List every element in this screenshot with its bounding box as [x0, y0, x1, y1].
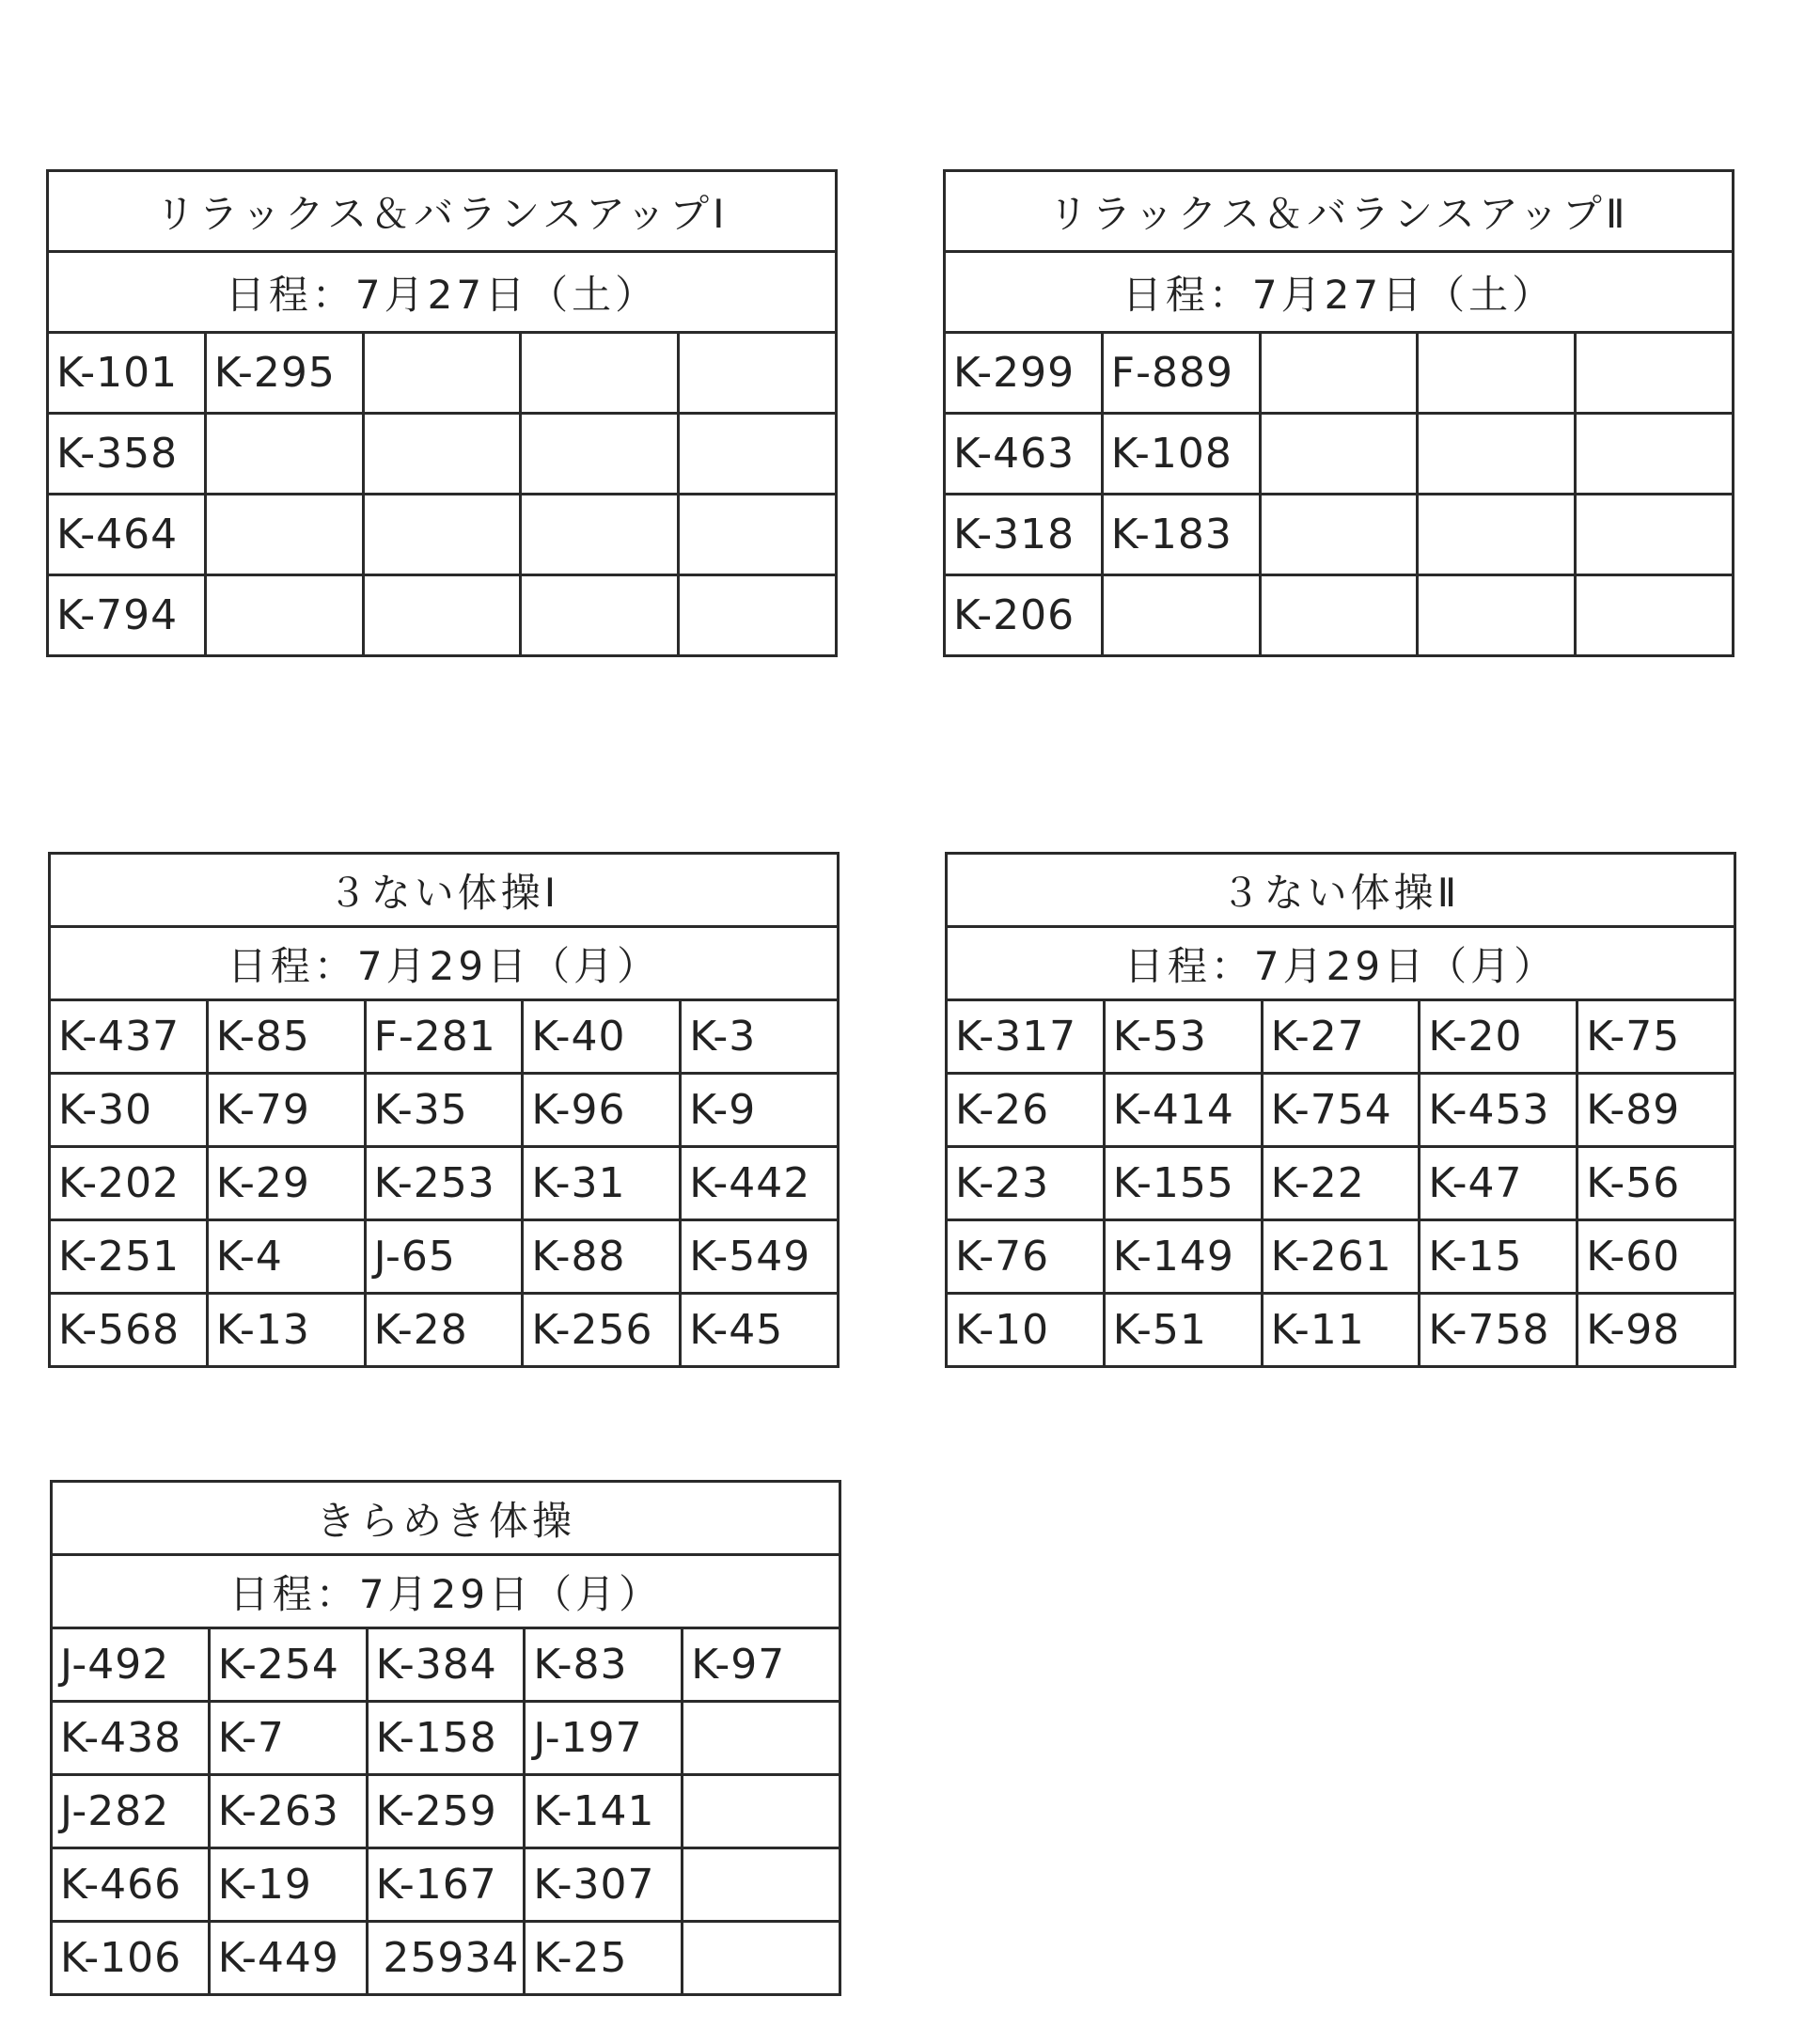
- participant-code: K-23: [947, 1147, 1105, 1220]
- participant-code: K-20: [1420, 1000, 1577, 1074]
- participant-code: K-3: [681, 1000, 839, 1074]
- participant-code: [363, 333, 521, 414]
- participant-code: K-10: [947, 1294, 1105, 1367]
- participant-code: K-7: [209, 1702, 367, 1775]
- participant-code: K-437: [50, 1000, 208, 1074]
- participant-code: K-75: [1577, 1000, 1735, 1074]
- participant-code: K-98: [1577, 1294, 1735, 1367]
- panel-date: 日程：7月29日（月）: [50, 927, 839, 1000]
- participant-code: [679, 495, 837, 575]
- participant-code: K-45: [681, 1294, 839, 1367]
- participant-code: [205, 414, 363, 495]
- panel-date: 日程：7月29日（月）: [52, 1555, 840, 1628]
- table-row: [947, 1220, 1735, 1294]
- participant-code: K-96: [523, 1074, 681, 1147]
- participant-code: [1260, 575, 1418, 656]
- participant-code: K-254: [209, 1628, 367, 1702]
- participant-code: K-206: [945, 575, 1103, 656]
- participant-code: K-253: [365, 1147, 523, 1220]
- participant-code: K-15: [1420, 1220, 1577, 1294]
- table-row: [945, 495, 1734, 575]
- participant-code: K-83: [525, 1628, 683, 1702]
- participant-code: K-88: [523, 1220, 681, 1294]
- schedule-panel-relax-balance-1: [46, 169, 838, 657]
- panel-title: リラックス＆バランスアップⅡ: [945, 171, 1734, 252]
- participant-code: [521, 495, 679, 575]
- participant-code: K-384: [367, 1628, 525, 1702]
- participant-code: [1260, 333, 1418, 414]
- participant-code: K-549: [681, 1220, 839, 1294]
- table-row: [48, 575, 837, 656]
- participant-code: K-29: [207, 1147, 365, 1220]
- participant-code: K-261: [1262, 1220, 1420, 1294]
- participant-code: [679, 575, 837, 656]
- participant-code: [205, 495, 363, 575]
- participant-code: [363, 575, 521, 656]
- participant-code: K-106: [52, 1922, 210, 1995]
- participant-code: K-47: [1420, 1147, 1577, 1220]
- participant-code: J-197: [525, 1702, 683, 1775]
- participant-code: K-22: [1262, 1147, 1420, 1220]
- participant-code: K-141: [525, 1775, 683, 1848]
- participant-code: K-414: [1104, 1074, 1262, 1147]
- participant-code: K-56: [1577, 1147, 1735, 1220]
- participant-code: [1576, 575, 1734, 656]
- participant-code: K-317: [947, 1000, 1105, 1074]
- participant-code: [683, 1922, 840, 1995]
- participant-code: [1260, 414, 1418, 495]
- participant-code: [1418, 495, 1576, 575]
- panel-title: きらめき体操: [52, 1482, 840, 1555]
- participant-code: [1418, 333, 1576, 414]
- participant-code: K-318: [945, 495, 1103, 575]
- participant-code: K-149: [1104, 1220, 1262, 1294]
- table-row: [947, 1147, 1735, 1220]
- participant-code: K-256: [523, 1294, 681, 1367]
- participant-code: K-453: [1420, 1074, 1577, 1147]
- participant-code: K-35: [365, 1074, 523, 1147]
- table-row: [947, 1294, 1735, 1367]
- participant-code: K-794: [48, 575, 206, 656]
- participant-code: K-568: [50, 1294, 208, 1367]
- participant-code: K-167: [367, 1848, 525, 1922]
- participant-code: K-85: [207, 1000, 365, 1074]
- participant-code: K-79: [207, 1074, 365, 1147]
- participant-code: K-758: [1420, 1294, 1577, 1367]
- participant-code: K-97: [683, 1628, 840, 1702]
- participant-code: K-53: [1104, 1000, 1262, 1074]
- panel-title: ３ない体操Ⅰ: [50, 854, 839, 927]
- participant-code: 25934: [367, 1922, 525, 1995]
- participant-code: K-25: [525, 1922, 683, 1995]
- participant-code: K-89: [1577, 1074, 1735, 1147]
- table-row: [945, 575, 1734, 656]
- participant-code: K-76: [947, 1220, 1105, 1294]
- participant-code: K-464: [48, 495, 206, 575]
- table-row: [52, 1848, 840, 1922]
- table-row: [945, 414, 1734, 495]
- participant-code: K-158: [367, 1702, 525, 1775]
- participant-code: [521, 575, 679, 656]
- table-row: [48, 414, 837, 495]
- participant-code: K-307: [525, 1848, 683, 1922]
- participant-code: [363, 414, 521, 495]
- participant-code: K-463: [945, 414, 1103, 495]
- participant-code: K-754: [1262, 1074, 1420, 1147]
- participant-code: F-281: [365, 1000, 523, 1074]
- participant-code: K-263: [209, 1775, 367, 1848]
- table-row: [48, 333, 837, 414]
- participant-code: K-438: [52, 1702, 210, 1775]
- participant-code: K-19: [209, 1848, 367, 1922]
- table-row: [50, 1220, 839, 1294]
- table-row: [947, 1000, 1735, 1074]
- participant-code: F-889: [1102, 333, 1260, 414]
- participant-code: K-466: [52, 1848, 210, 1922]
- participant-code: [1576, 414, 1734, 495]
- participant-code: K-259: [367, 1775, 525, 1848]
- participant-code: K-449: [209, 1922, 367, 1995]
- participant-code: K-27: [1262, 1000, 1420, 1074]
- participant-code: K-31: [523, 1147, 681, 1220]
- participant-code: [683, 1702, 840, 1775]
- participant-code: K-51: [1104, 1294, 1262, 1367]
- participant-code: K-358: [48, 414, 206, 495]
- table-row: [50, 1000, 839, 1074]
- participant-code: K-26: [947, 1074, 1105, 1147]
- participant-code: [679, 414, 837, 495]
- panel-date: 日程：7月27日（土）: [945, 252, 1734, 333]
- participant-code: [1576, 495, 1734, 575]
- table-row: [945, 333, 1734, 414]
- participant-code: K-60: [1577, 1220, 1735, 1294]
- table-row: [50, 1074, 839, 1147]
- table-row: [52, 1702, 840, 1775]
- table-row: [52, 1922, 840, 1995]
- schedule-panel-relax-balance-2: [943, 169, 1734, 657]
- participant-code: [679, 333, 837, 414]
- participant-code: K-442: [681, 1147, 839, 1220]
- table-row: [947, 1074, 1735, 1147]
- participant-code: K-108: [1102, 414, 1260, 495]
- participant-code: K-40: [523, 1000, 681, 1074]
- participant-code: [683, 1775, 840, 1848]
- schedule-panel-3nai-exercise-1: [48, 852, 840, 1368]
- panel-date: 日程：7月29日（月）: [947, 927, 1735, 1000]
- participant-code: K-251: [50, 1220, 208, 1294]
- participant-code: [1418, 414, 1576, 495]
- participant-code: K-299: [945, 333, 1103, 414]
- table-row: [50, 1294, 839, 1367]
- participant-code: [363, 495, 521, 575]
- participant-code: K-4: [207, 1220, 365, 1294]
- table-row: [52, 1628, 840, 1702]
- participant-code: K-11: [1262, 1294, 1420, 1367]
- participant-code: [521, 414, 679, 495]
- schedule-panel-kirameki-exercise: [50, 1480, 841, 1996]
- table-row: [48, 495, 837, 575]
- schedule-panel-3nai-exercise-2: [945, 852, 1736, 1368]
- participant-code: K-101: [48, 333, 206, 414]
- participant-code: K-30: [50, 1074, 208, 1147]
- participant-code: [521, 333, 679, 414]
- participant-code: K-183: [1102, 495, 1260, 575]
- participant-code: J-65: [365, 1220, 523, 1294]
- panel-title: ３ない体操Ⅱ: [947, 854, 1735, 927]
- participant-code: K-155: [1104, 1147, 1262, 1220]
- participant-code: [1418, 575, 1576, 656]
- participant-code: [1260, 495, 1418, 575]
- participant-code: [683, 1848, 840, 1922]
- participant-code: J-492: [52, 1628, 210, 1702]
- participant-code: K-28: [365, 1294, 523, 1367]
- participant-code: K-202: [50, 1147, 208, 1220]
- participant-code: [205, 575, 363, 656]
- participant-code: [1576, 333, 1734, 414]
- table-row: [50, 1147, 839, 1220]
- panel-title: リラックス＆バランスアップⅠ: [48, 171, 837, 252]
- panel-date: 日程：7月27日（土）: [48, 252, 837, 333]
- participant-code: J-282: [52, 1775, 210, 1848]
- participant-code: K-9: [681, 1074, 839, 1147]
- table-row: [52, 1775, 840, 1848]
- participant-code: [1102, 575, 1260, 656]
- participant-code: K-295: [205, 333, 363, 414]
- participant-code: K-13: [207, 1294, 365, 1367]
